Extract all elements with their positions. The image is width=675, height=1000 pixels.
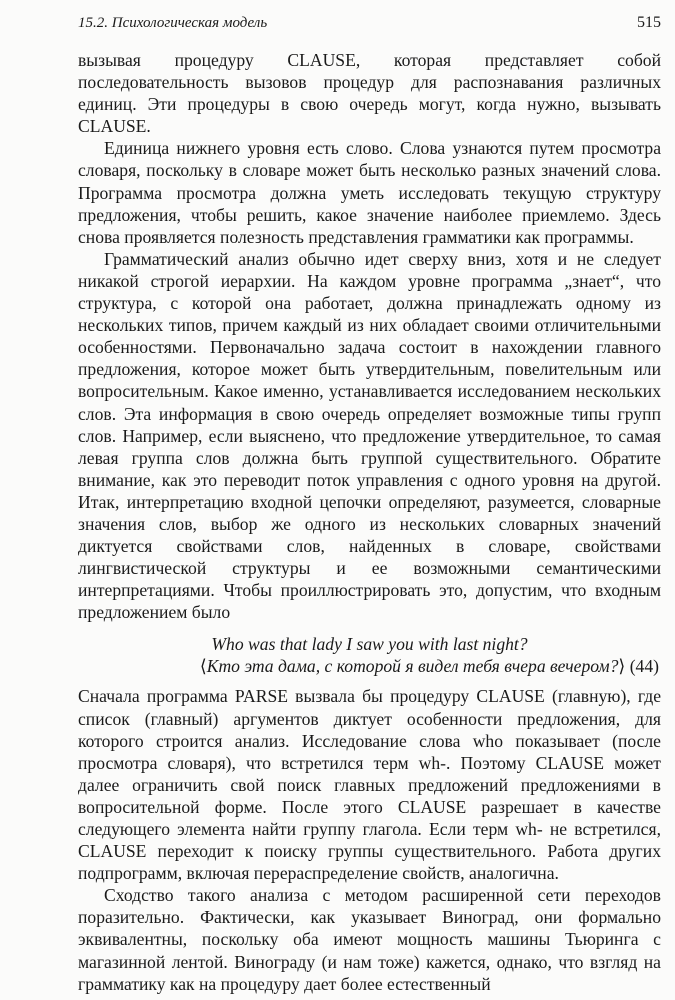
- paragraph-5: Сходство такого анализа с методом расширенной сети переходов поразительно. Фактически, как указывает Виноград, они формально эквивалентны, поскольку оба имеют мощность машины Тьюринга с магазинной лентой. Винограду (и нам тоже) кажется, однако, что взгляд на грамматику как на процедуру дает более естественный: [78, 885, 661, 994]
- example-44: [78, 633, 661, 677]
- example-russian: Кто эта дама, с которой я видел тебя вчера вечером?: [206, 656, 619, 677]
- example-number: (44): [629, 656, 659, 677]
- close-angle-bracket: ⟩: [618, 656, 626, 677]
- page-number: 515: [637, 14, 661, 31]
- paragraph-1: вызывая процедуру CLAUSE, которая представляет собой последовательность вызовов процедур для распознавания различных единиц. Эти процедуры в свою очередь могут, когда нужно, вызывать CLAUSE.: [78, 50, 661, 137]
- running-header: [78, 14, 661, 40]
- body-text: [78, 49, 661, 995]
- section-title: 15.2. Психологическая модель: [78, 15, 268, 31]
- open-angle-bracket: ⟨: [199, 656, 207, 677]
- paragraph-4: Сначала программа PARSE вызвала бы процедуру CLAUSE (главную), где список (главный) аргументов диктует особенности предложения, для которого строится анализ. Исследование слова who показывает (после просмотра словаря), что встретился терм wh-. Поэтому CLAUSE может далее ограничить свой поиск главных предложений предложениями в вопросительной форме. После этого CLAUSE разрешает в качестве следующего элемента найти группу глагола. Если терм wh- не встретился, CLAUSE переходит к поиску группы существительного. Работа других подпрограмм, включая перераспределение свойств, аналогична.: [78, 686, 661, 884]
- paragraph-2: Единица нижнего уровня есть слово. Слова узнаются путем просмотра словаря, поскольку в словаре может быть несколько разных значений слова. Программа просмотра должна уметь исследовать текущую структуру предложения, чтобы решить, какое значение наиболее приемлемо. Здесь снова проявляется полезность представления грамматики как программы.: [78, 138, 661, 247]
- paragraph-3: Грамматический анализ обычно идет сверху вниз, хотя и не следует никакой строгой иерархии. На каждом уровне программа „знает“, что структура, с которой она работает, должна принадлежать одному из нескольких типов, причем каждый из них обладает своими отличительными особенностями. Первоначально задача состоит в нахождении главного предложения, которое может быть утвердительным, повелительным или вопросительным. Какое именно, устанавливается исследованием нескольких слов. Эта информация в свою очередь определяет возможные типы групп слов. Например, если выяснено, что предложение утвердительное, то самая левая группа слов должна быть группой существительного. Обратите внимание, как это переводит поток управления с одного уровня на другой. Итак, интерпретацию входной цепочки определяют, разумеется, словарные значения слов, выбор же одного из нескольких словарных значений диктуется свойствами слов, найденных в словаре, свойствами лингвистической структуры и ее возможными семантическими интерпретациями. Чтобы проиллюстрировать это, допустим, что входным предложением было: [78, 248, 661, 623]
- example-english: Who was that lady I saw you with last night?: [211, 634, 528, 655]
- example-russian-line: [78, 655, 661, 677]
